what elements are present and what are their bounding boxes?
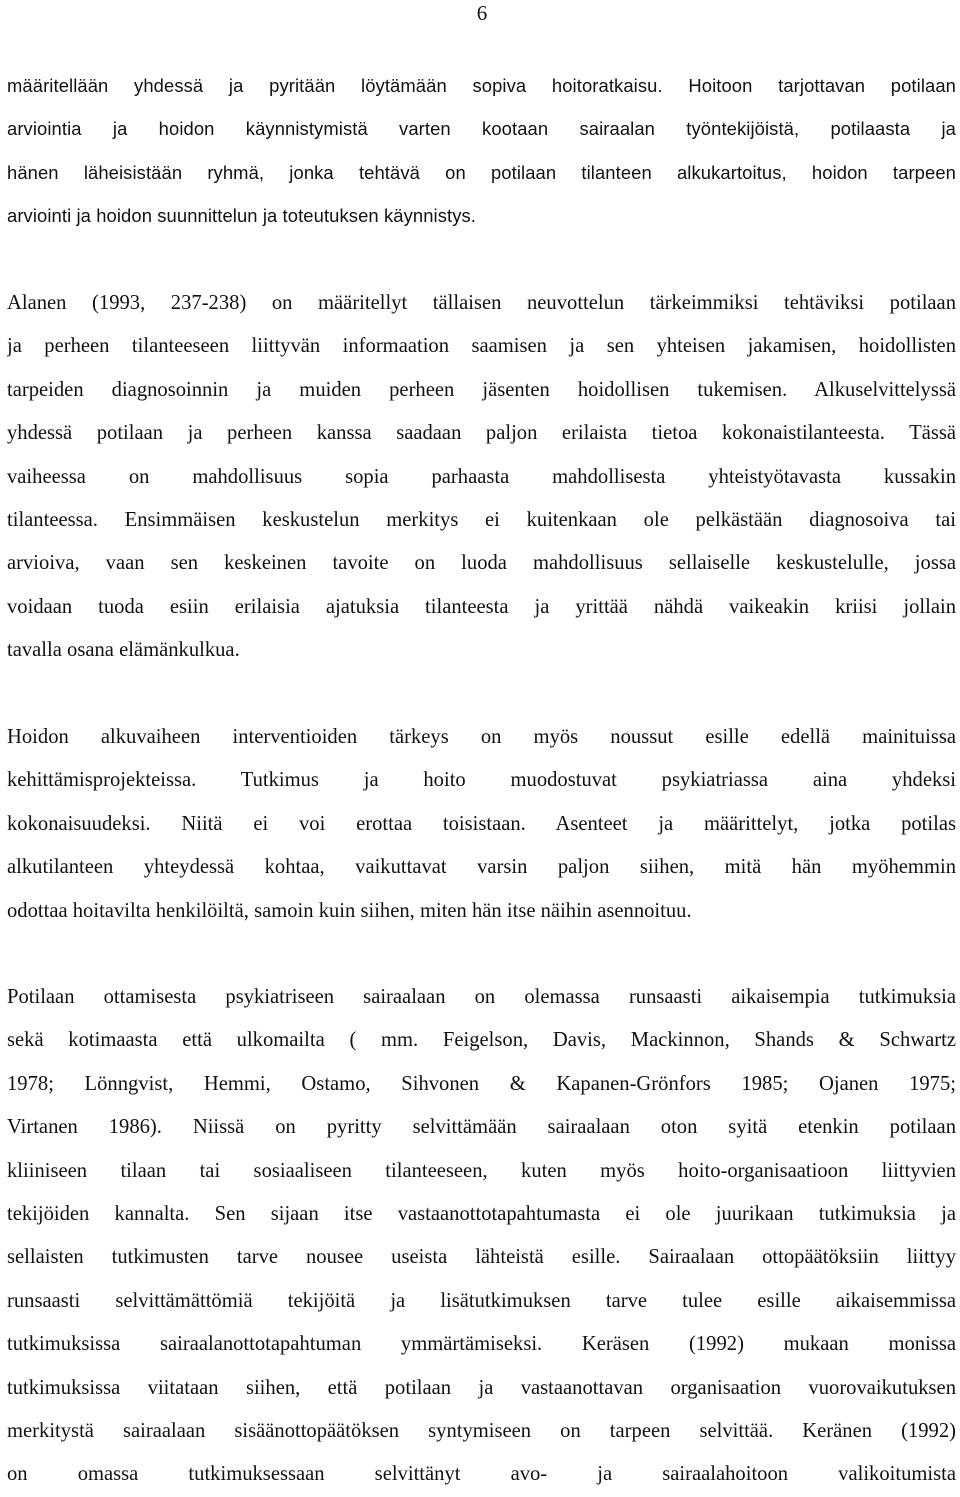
text-line: tilanteessa. Ensimmäisen keskustelun merkitys ei kuitenkaan ole pelkästään diagnosoiva tai (7, 508, 956, 531)
text-line: odottaa hoitavilta henkilöiltä, samoin kuin siihen, miten hän itse näihin asennoituu. (7, 899, 692, 922)
paragraph-2 (7, 282, 956, 673)
paragraph-3 (7, 716, 956, 933)
text-line: 1978; Lönngvist, Hemmi, Ostamo, Sihvonen & Kapanen-Grönfors 1985; Ojanen 1975; (7, 1072, 956, 1095)
text-line: määritellään yhdessä ja pyritään löytämään sopiva hoitoratkaisu. Hoitoon tarjottavan potilaan (7, 75, 956, 96)
text-line: sellaisten tutkimusten tarve nousee useista lähteistä esille. Sairaalaan ottopäätöksiin liittyy (7, 1246, 956, 1269)
text-line: sekä kotimaasta että ulkomailta ( mm. Feigelson, Davis, Mackinnon, Shands & Schwartz (7, 1029, 956, 1052)
text-line: kliiniseen tilaan tai sosiaaliseen tilanteeseen, kuten myös hoito-organisaatioon liittyvien (7, 1159, 956, 1182)
text-line: tavalla osana elämänkulkua. (7, 639, 240, 662)
text-line: runsaasti selvittämättömiä tekijöitä ja lisätutkimuksen tarve tulee esille aikaisemmissa (7, 1289, 956, 1312)
text-line: alkutilanteen yhteydessä kohtaa, vaikuttavat varsin paljon siihen, mitä hän myöhemmin (7, 856, 956, 879)
text-line: hänen läheisistään ryhmä, jonka tehtävä on potilaan tilanteen alkukartoitus, hoidon tarpeen (7, 161, 956, 183)
text-line: tekijöiden kannalta. Sen sijaan itse vastaanottotapahtumasta ei ole juurikaan tutkimuksia ja (7, 1202, 956, 1225)
paragraph-1 (7, 64, 956, 238)
text-line: arvioiva, vaan sen keskeinen tavoite on luoda mahdollisuus sellaiselle keskustelulle, jossa (7, 552, 956, 575)
text-line: merkitystä sairaalaan sisäänottopäätöksen syntymiseen on tarpeen selvittää. Keränen (1992) (7, 1419, 956, 1442)
text-line: arviointi ja hoidon suunnittelun ja toteutuksen käynnistys. (7, 205, 477, 227)
text-line: tutkimuksissa sairaalanottotapahtuman ymmärtämiseksi. Keräsen (1992) mukaan monissa (7, 1333, 956, 1356)
text-line: on omassa tutkimuksessaan selvittänyt avo- ja sairaalahoitoon valikoitumista (7, 1463, 956, 1486)
text-line: yhdessä potilaan ja perheen kanssa saadaan paljon erilaista tietoa kokonaistilanteesta. Tässä (7, 422, 956, 445)
text-line: tarpeiden diagnosoinnin ja muiden perheen jäsenten hoidollisen tukemisen. Alkuselvittelyssä (7, 378, 956, 401)
text-line: voidaan tuoda esiin erilaisia ajatuksia tilanteesta ja yrittää nähdä vaikeakin kriisi jollain (7, 595, 956, 618)
text-line: ja perheen tilanteeseen liittyvän informaation saamisen ja sen yhteisen jakamisen, hoidollisten (7, 335, 956, 358)
text-line: tutkimuksissa viitataan siihen, että potilaan ja vastaanottavan organisaation vuorovaikutuksen (7, 1376, 956, 1399)
paragraph-4 (7, 976, 956, 1497)
text-line: kehittämisprojekteissa. Tutkimus ja hoito muodostuvat psykiatriassa aina yhdeksi (7, 769, 956, 792)
text-line: Virtanen 1986). Niissä on pyritty selvittämään sairaalaan oton syitä etenkin potilaan (7, 1116, 956, 1139)
text-line: vaiheessa on mahdollisuus sopia parhaasta mahdollisesta yhteistyötavasta kussakin (7, 465, 956, 488)
text-line: arviointia ja hoidon käynnistymistä varten kootaan sairaalan työntekijöistä, potilaasta ja (7, 118, 956, 140)
text-line: Potilaan ottamisesta psykiatriseen sairaalaan on olemassa runsaasti aikaisempia tutkimuksia (7, 986, 956, 1008)
text-line: Alanen (1993, 237-238) on määritellyt tällaisen neuvottelun tärkeimmiksi tehtäviksi potilaan (7, 292, 956, 314)
text-line: Hoidon alkuvaiheen interventioiden tärkeys on myös noussut esille edellä mainituissa (7, 726, 956, 748)
page-number: 6 (476, 1, 488, 25)
text-line: kokonaisuudeksi. Niitä ei voi erottaa toisistaan. Asenteet ja määrittelyt, jotka potilas (7, 812, 956, 835)
